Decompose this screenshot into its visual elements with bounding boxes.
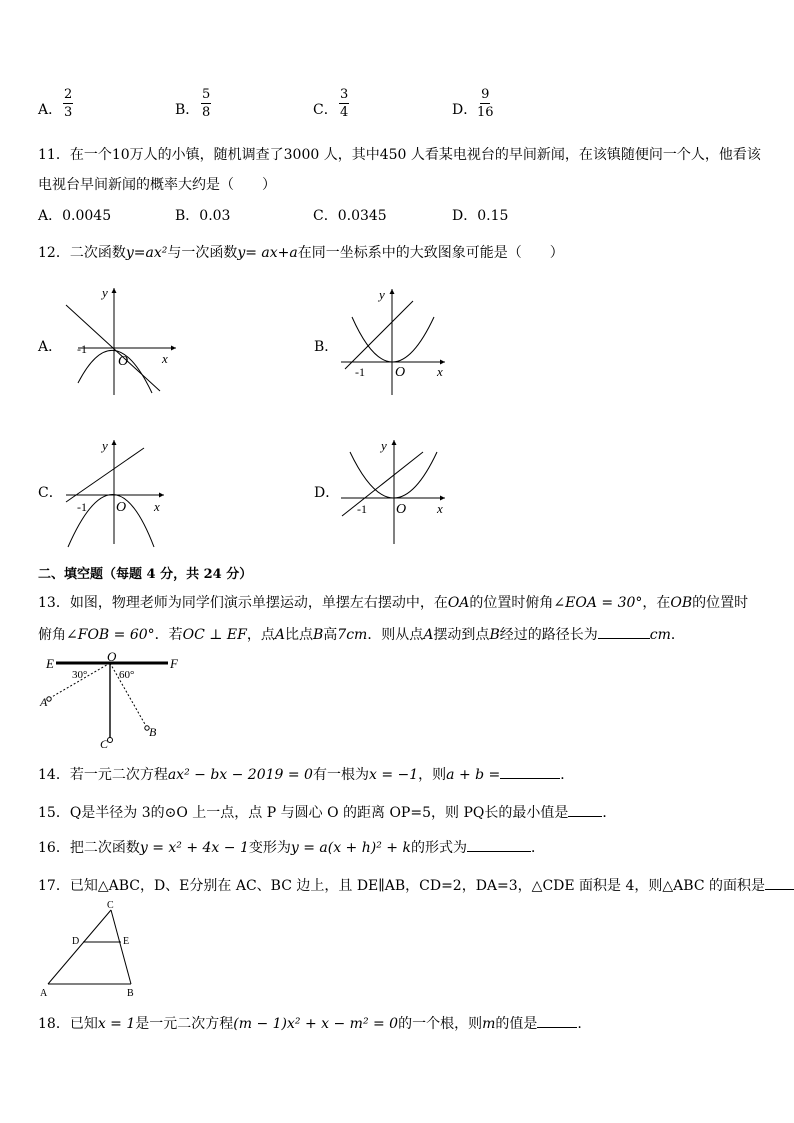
q11-line-2: 电视台早间新闻的概率大约是（ ） [38,177,276,193]
origin-label: O [395,365,406,380]
q14-answer-blank[interactable] [500,766,560,779]
q10-option-a-label: A． [38,102,63,118]
q12-graph-b [337,283,452,398]
q16-question: 16．把二次函数y = x² + 4x − 1变形为y = a(x + h)² + k的形式为 ． [38,840,545,856]
q12-graph-d [337,432,452,547]
q12-graph-a [62,283,177,398]
minus-one-label: -1 [355,365,365,379]
q15-answer-blank[interactable] [568,804,602,817]
q12-option-b-label: B． [314,339,339,355]
q17-triangle-figure [36,898,146,1000]
q10-option-d-fraction: $\frac{9}{16}$ [477,87,494,120]
q11-option-b: B．0.03 [175,208,231,224]
q15-question: 15．Q是半径为 3的⊙O 上一点，点 P 与圆心 O 的距离 OP=5，则 PQ长的最小值是 ． [38,805,617,821]
x-axis-label: x [437,501,443,516]
origin-label: O [396,502,407,517]
q18-answer-blank[interactable] [537,1015,577,1028]
q18-question: 18．已知x = 1是一元二次方程(m − 1)x² + x − m² = 0的一个根，则m的值是 . [38,1016,582,1032]
q12-question: 12．二次函数y=ax²与一次函数y= ax+a在同一坐标系中的大致图象可能是（ ） [38,245,564,261]
x-axis-label: x [437,364,443,379]
q12-option-d-label: D． [314,485,340,501]
q13-line-1: 13．如图，物理老师为同学们演示单摆运动，单摆左右摆动中，在OA的位置时俯角∠EOA = 30°，在OB的位置时 [38,595,749,611]
angle-30-label: 30° [72,669,88,681]
q11-option-a: A．0.0045 [38,208,112,224]
section-2-heading: 二、填空题（每题 4 分，共 24 分） [38,567,253,582]
q12-graph-c [62,432,177,547]
q12-option-a-label: A． [38,339,63,355]
point-c-label: C [100,737,109,751]
point-b-label: B [149,725,157,739]
angle-60-label: 60° [119,669,135,681]
q13-pendulum-figure [38,649,188,752]
q13-line-2: 俯角∠FOB = 60°．若OC ⊥ EF，点A比点B高7cm．则从点A摆动到点B经过的路径长为 cm． [38,627,685,643]
q10-option-c-label: C． [313,102,338,118]
y-axis-label: y [102,438,108,453]
point-f-label: F [170,656,178,671]
point-e-label: E [46,656,54,671]
minus-one-label: -1 [357,502,367,516]
vertex-a-label: A [40,988,48,999]
point-e-label: E [123,936,130,947]
point-d-label: D [72,936,80,947]
q10-option-b-label: B． [175,102,200,118]
q11-line-1: 11．在一个10万人的小镇，随机调查了3000 人，其中450 人看某电视台的早间新闻，在该镇随便问一个人，他看该 [38,147,761,163]
x-axis-label: x [162,351,168,366]
y-axis-label: y [381,438,387,453]
q11-option-c: C．0.0345 [313,208,387,224]
q10-option-c-fraction: $\frac{3}{4}$ [340,87,349,120]
q17-question: 17．已知△ABC，D、E分别在 AC、BC 边上，且 DE∥AB，CD=2，DA=3，△CDE 面积是 4，则△ABC 的面积是 [38,877,794,893]
vertex-b-label: B [127,988,134,999]
q11-option-d: D．0.15 [452,208,509,224]
q14-question: 14．若一元二次方程ax² − bx − 2019 = 0有一根为x = −1，则a + b = ． [38,767,575,783]
q10-option-d-label: D． [452,102,478,118]
minus-one-label: -1 [77,500,87,514]
q10-option-b-fraction: $\frac{5}{8}$ [202,87,211,120]
origin-label: O [118,354,129,369]
vertex-c-label: C [107,900,114,911]
q17-answer-blank[interactable] [765,877,794,890]
point-o-label: O [107,649,117,664]
origin-label: O [116,500,127,515]
q12-option-c-label: C． [38,485,63,501]
y-axis-label: y [102,285,108,300]
q16-answer-blank[interactable] [467,839,531,852]
y-axis-label: y [379,287,385,302]
minus-one-label: -1 [77,342,87,356]
point-a-label: A [40,695,48,709]
q13-answer-blank[interactable] [598,626,650,639]
q10-option-a-fraction: $\frac{2}{3}$ [64,87,73,120]
x-axis-label: x [154,499,160,514]
